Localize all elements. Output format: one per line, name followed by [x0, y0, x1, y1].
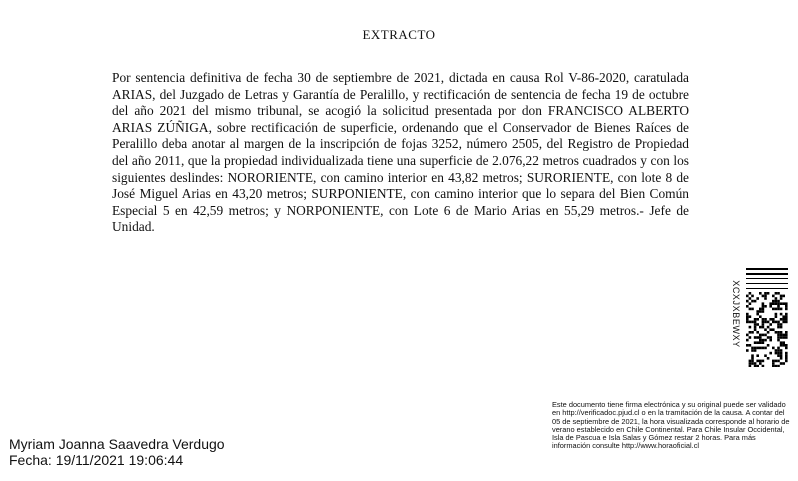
electronic-signature-notice: Este documento tiene firma electrónica y su original puede ser validado en http://verificadoc.pjud.cl o en la tramitación de la causa. A contar del 05 de septiembre de 2021, la hora visualizada corresponde al horario de verano establecido en Chile Continental. Para Chile Insular Occidental, Isla de Pascua e Isla Salas y Gómez restar 2 horas. Para más información consulte http://www.horaoficial.cl [552, 400, 790, 451]
extract-paragraph: Por sentencia definitiva de fecha 30 de septiembre de 2021, dictada en causa Rol V-86-2020, caratulada ARIAS, del Juzgado de Letras y Garantía de Peralillo, y rectificación de sentencia de fecha 19 de octubre del año 2021 del mismo tribunal, se acogió la solicitud presentada por don FRANCISCO ALBERTO ARIAS ZÚÑIGA, sobre rectificación de superficie, ordenando que el Conservador de Bienes Raíces de Peralillo deba anotar al margen de la inscripción de fojas 3252, número 2505, del Registro de Propiedad del año 2011, que la propiedad individualizada tiene una superficie de 2.076,22 metros cuadrados y con los siguientes deslindes: NORORIENTE, con camino interior en 43,82 metros; SURORIENTE, con lote 8 de José Miguel Arias en 43,20 metros; SURPONIENTE, con camino interior que lo separa del Bien Común Especial 5 en 42,59 metros; y NORPONIENTE, con Lote 6 de Mario Arias en 55,29 metros.- Jefe de Unidad. [112, 70, 689, 235]
verification-code: XCXJXBEWXY [731, 280, 741, 348]
signature-date: Fecha: 19/11/2021 19:06:44 [9, 452, 184, 468]
signature-block [9, 436, 225, 468]
signer-name: Myriam Joanna Saavedra Verdugo [9, 436, 225, 452]
document-title: EXTRACTO [362, 27, 436, 42]
barcode-qr-icon [746, 268, 788, 367]
